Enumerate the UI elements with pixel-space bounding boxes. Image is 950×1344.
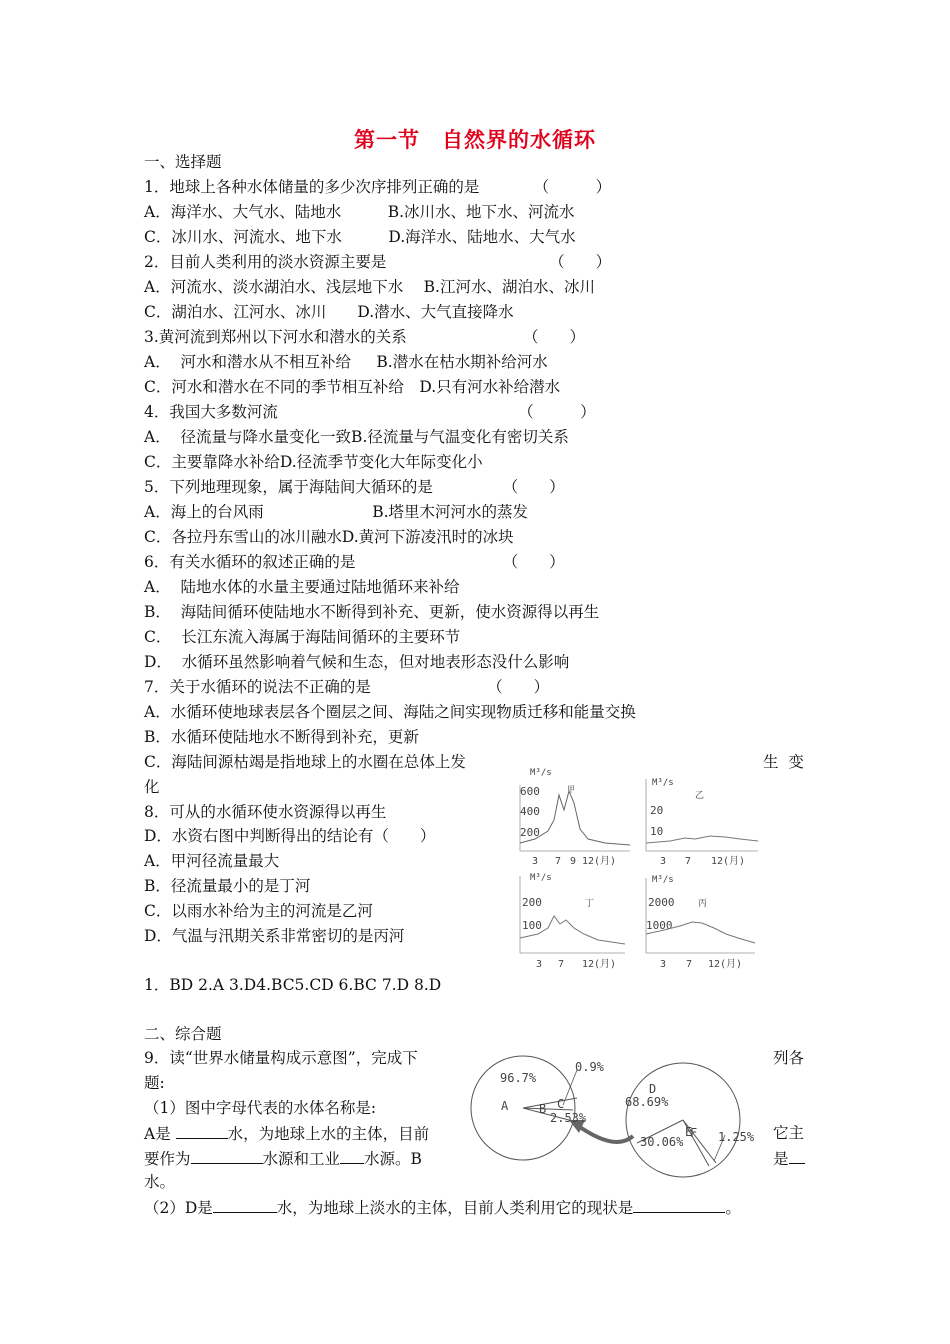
pct-label: 30.06%	[640, 1135, 684, 1149]
option-line: D．气温与汛期关系非常密切的是丙河	[144, 927, 405, 945]
question-line: 题:	[144, 1074, 165, 1092]
section-heading: 二、综合题	[144, 1025, 222, 1043]
option-line: A．河流水、淡水湖泊水、浅层地下水 B.江河水、湖泊水、冰川	[144, 278, 595, 296]
fill-line-tail	[773, 1148, 805, 1169]
pct-label: 0.9%	[575, 1060, 604, 1074]
y-tick-label: 1000	[646, 919, 673, 932]
question-line: 1．地球上各种水体储量的多少次序排列正确的是 （ ）	[144, 178, 612, 196]
option-line: A．水循环使地球表层各个圈层之间、海陆之间实现物质迁移和能量交换	[144, 703, 636, 721]
question-line: 3.黄河流到郑州以下河水和潜水的关系 （ ）	[144, 328, 586, 346]
option-line: B．径流量最小的是丁河	[144, 877, 311, 895]
option-line: C．主要靠降水补给D.径流季节变化大年际变化小	[144, 453, 483, 471]
option-line: D． 水循环虽然影响着气候和生态，但对地表形态没什么影响	[144, 653, 570, 671]
answer-blank[interactable]	[213, 1197, 277, 1213]
answer-blank[interactable]	[633, 1197, 725, 1213]
pie-divider	[523, 1098, 577, 1108]
letter-label: E	[685, 1125, 693, 1139]
pct-label: 68.69%	[625, 1095, 669, 1109]
question-line: 5．下列地理现象，属于海陆间大循环的是 （ ）	[144, 478, 565, 496]
option-line: C．各拉丹东雪山的冰川融水D.黄河下游凌汛时的冰块	[144, 528, 514, 546]
option-line: B． 海陆间循环使陆地水不断得到补充、更新，使水资源得以再生	[144, 603, 600, 621]
pct-label: 1.25%	[718, 1130, 755, 1144]
fill-text: 。	[725, 1199, 741, 1217]
x-tick-label: 3	[532, 856, 539, 867]
river-name: 丙	[698, 899, 708, 909]
unit-label: M³/s	[652, 778, 674, 788]
question-line: 6．有关水循环的叙述正确的是 （ ）	[144, 553, 565, 571]
y-tick-label: 200	[522, 896, 542, 909]
fill-text: 水源。B	[364, 1150, 422, 1168]
x-tick-label: 7	[555, 856, 562, 867]
option-line: A． 陆地水体的水量主要通过陆地循环来补给	[144, 578, 460, 596]
question-line: 4．我国大多数河流 （ ）	[144, 403, 596, 421]
fill-line	[144, 1123, 429, 1144]
river-name: 甲	[567, 785, 575, 794]
option-line: C．海陆间源枯竭是指地球上的水圈在总体上发	[144, 753, 466, 771]
option-line: C．冰川水、河流水、地下水 D.海洋水、陆地水、大气水	[144, 228, 576, 246]
option-line: A．海洋水、大气水、陆地水 B.冰川水、地下水、河流水	[144, 203, 575, 221]
pct-label: 2.53%	[550, 1111, 587, 1125]
x-tick-label: 7	[685, 856, 692, 867]
fill-text: 水，为地球上淡水的主体，目前人类利用它的现状是	[276, 1199, 634, 1217]
option-line: C．河水和潜水在不同的季节相互补给 D.只有河水补给潜水	[144, 378, 561, 396]
option-line: A． 河水和潜水从不相互补给 B.潜水在枯水期补给河水	[144, 353, 548, 371]
arrow-shaft	[577, 1125, 633, 1142]
y-tick-label: 600	[520, 785, 540, 798]
answer-blank[interactable]	[191, 1148, 263, 1164]
hydrograph-jia	[510, 765, 635, 870]
section-heading: 一、选择题	[144, 153, 222, 171]
hydrograph-ding	[510, 868, 635, 973]
hydrograph-yi	[640, 765, 765, 870]
option-line: A．甲河径流量最大	[144, 852, 280, 870]
river-name: 丁	[585, 899, 595, 909]
option-line: A．海上的台风雨 B.塔里木河河水的蒸发	[144, 503, 529, 521]
fill-line-tail: 它主	[773, 1124, 805, 1142]
y-tick-label: 2000	[648, 896, 675, 909]
option-line: D．水资右图中判断得出的结论有（ ）	[144, 827, 436, 845]
y-tick-label: 200	[520, 826, 540, 839]
letter-label: B	[539, 1102, 547, 1116]
x-tick-label: 7	[558, 959, 565, 970]
answer-blank[interactable]	[789, 1148, 805, 1164]
answer-key: 1．BD 2.A 3.D4.BC5.CD 6.BC 7.D 8.D	[144, 976, 442, 994]
answer-blank[interactable]	[340, 1148, 364, 1164]
page-title: 第一节 自然界的水循环	[354, 127, 596, 152]
option-line: C．以雨水补给为主的河流是乙河	[144, 902, 373, 920]
fill-text: 要作为	[144, 1150, 191, 1168]
fill-line	[144, 1148, 422, 1169]
x-tick-label: 12(月)	[582, 959, 617, 970]
question-line: （1）图中字母代表的水体名称是:	[144, 1099, 377, 1117]
option-line-tail: 生 变	[763, 753, 804, 771]
option-line: C． 长江东流入海属于海陆间循环的主要环节	[144, 628, 461, 646]
pct-label: 96.7%	[500, 1071, 537, 1085]
unit-label: M³/s	[530, 768, 552, 778]
x-tick-label: 9	[570, 856, 577, 867]
x-tick-label: 12(月)	[708, 959, 743, 970]
y-tick-label: 100	[522, 919, 542, 932]
x-tick-label: 12(月)	[582, 856, 617, 867]
fill-text: （2）D是	[144, 1199, 213, 1217]
x-tick-label: 3	[660, 959, 667, 970]
question-line-tail: 列各	[773, 1049, 805, 1067]
unit-label: M³/s	[652, 875, 674, 885]
y-tick-label: 20	[650, 804, 664, 817]
letter-label: C	[557, 1097, 565, 1111]
x-tick-label: 3	[536, 959, 543, 970]
x-tick-label: 12(月)	[711, 856, 746, 867]
option-line: A． 径流量与降水量变化一致B.径流量与气温变化有密切关系	[144, 428, 569, 446]
river-name: 乙	[695, 791, 705, 801]
x-tick-label: 3	[660, 856, 667, 867]
question-line: 7．关于水循环的说法不正确的是 （ ）	[144, 678, 550, 696]
question-line: 2．目前人类利用的淡水资源主要是 （ ）	[144, 253, 612, 271]
hydrograph-bing	[640, 868, 765, 973]
fill-text: 水源和工业	[262, 1150, 341, 1168]
answer-blank[interactable]	[176, 1123, 228, 1139]
option-line: B．水循环使陆地水不断得到补充，更新	[144, 728, 419, 746]
letter-label: A	[501, 1099, 509, 1113]
fill-line: 水。	[144, 1173, 176, 1191]
fill-text: A是	[144, 1125, 176, 1143]
letter-label: D	[649, 1082, 657, 1096]
fill-text: 水，为地球上水的主体，目前	[227, 1125, 430, 1143]
water-storage-diagram	[465, 1040, 765, 1190]
unit-label: M³/s	[530, 873, 552, 883]
y-tick-label: 10	[650, 825, 664, 838]
x-tick-label: 7	[686, 959, 693, 970]
option-line: 化	[144, 778, 160, 796]
question-line: 8．可从的水循环使水资源得以再生	[144, 803, 387, 821]
fill-line	[144, 1197, 741, 1218]
y-tick-label: 400	[520, 805, 540, 818]
fill-text: 是	[773, 1150, 789, 1168]
option-line: C．湖泊水、江河水、冰川 D.潜水、大气直接降水	[144, 303, 514, 321]
letter-label: F	[690, 1126, 698, 1140]
question-line: 9．读“世界水储量构成示意图”，完成下	[144, 1049, 418, 1067]
